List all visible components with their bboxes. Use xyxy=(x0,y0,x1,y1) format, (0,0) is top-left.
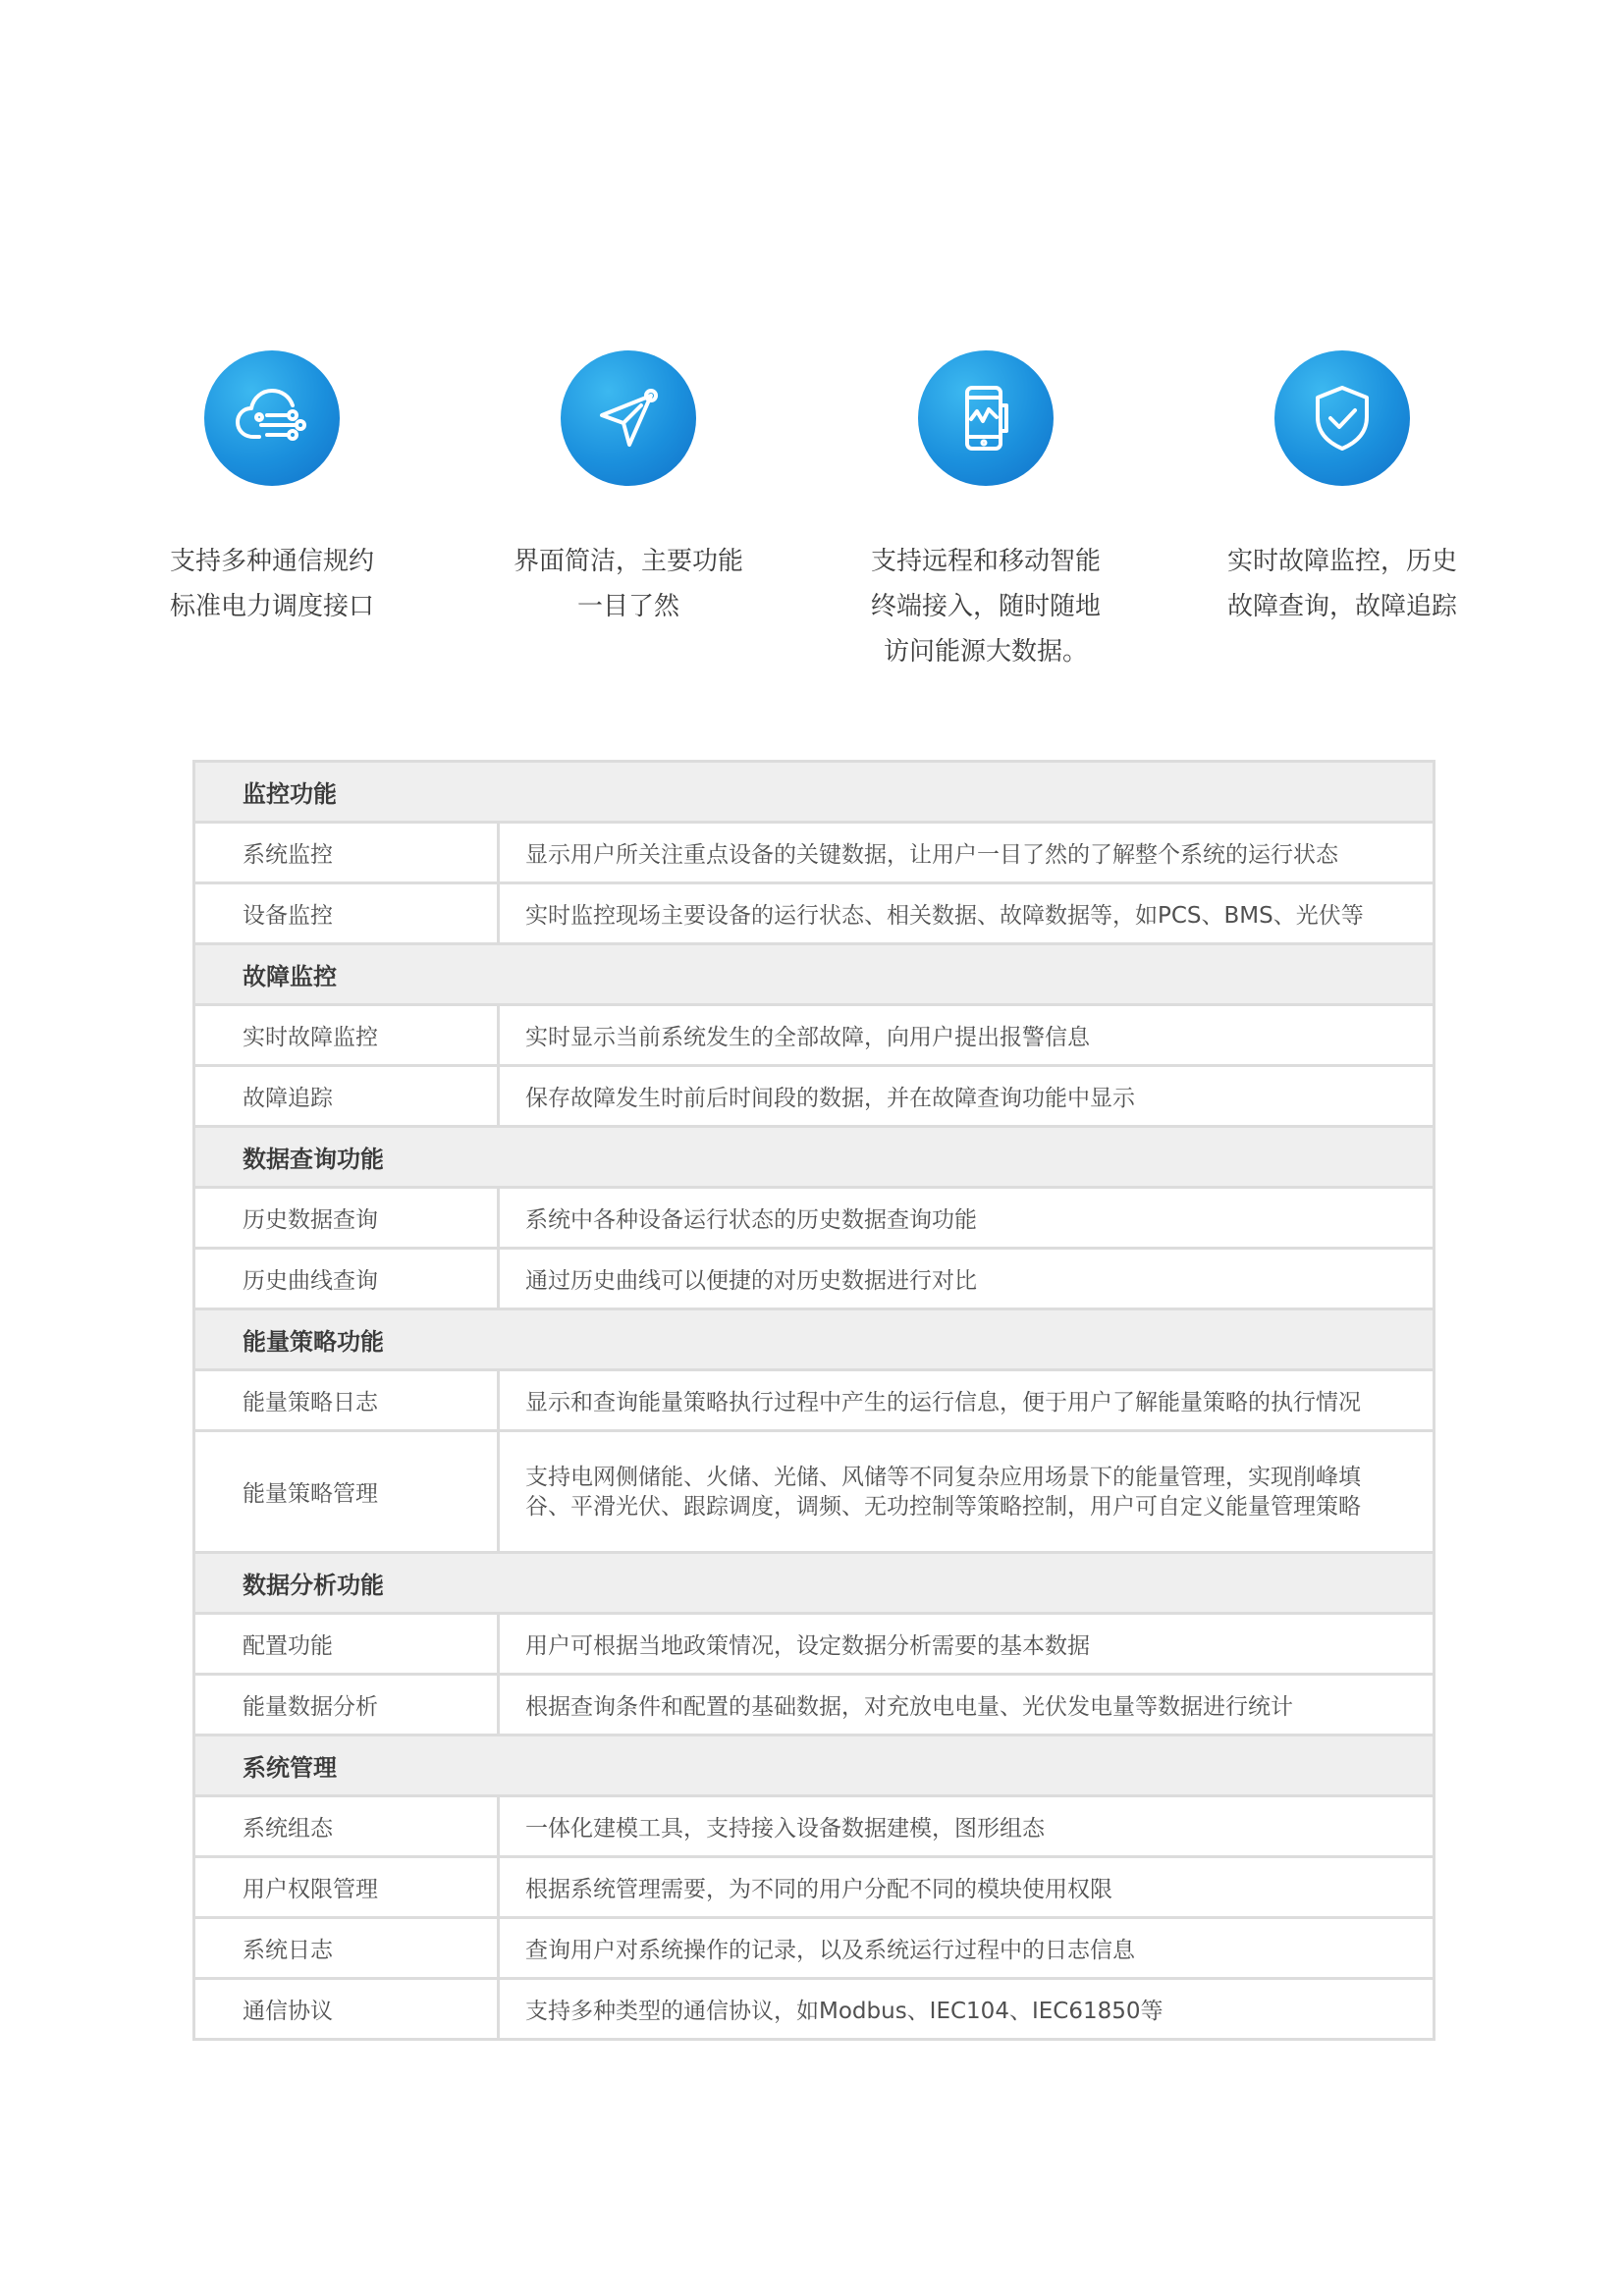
function-name: 故障追踪 xyxy=(194,1066,499,1127)
function-name: 系统监控 xyxy=(194,823,499,883)
section-header xyxy=(194,762,1435,823)
function-name: 历史数据查询 xyxy=(194,1188,499,1249)
function-desc: 一体化建模工具，支持接入设备数据建模，图形组态 xyxy=(499,1796,1435,1857)
section-header xyxy=(194,1127,1435,1188)
shield-check-icon xyxy=(1274,350,1410,486)
function-table xyxy=(192,760,1435,2041)
table-row xyxy=(194,1614,1435,1675)
section-title: 监控功能 xyxy=(194,762,1435,823)
table-row xyxy=(194,1249,1435,1309)
feature-text xyxy=(170,539,374,629)
feature-ui xyxy=(466,350,790,629)
feature-protocols xyxy=(110,350,434,629)
section-header xyxy=(194,1553,1435,1614)
table-row xyxy=(194,1857,1435,1918)
function-name: 实时故障监控 xyxy=(194,1005,499,1066)
table-row xyxy=(194,823,1435,883)
function-desc: 实时监控现场主要设备的运行状态、相关数据、故障数据等，如PCS、BMS、光伏等 xyxy=(499,883,1435,944)
cloud-data-icon xyxy=(204,350,340,486)
function-desc: 通过历史曲线可以便捷的对历史数据进行对比 xyxy=(499,1249,1435,1309)
table-row xyxy=(194,1066,1435,1127)
feature-text xyxy=(1227,539,1457,629)
feature-line: 一目了然 xyxy=(576,592,679,621)
table-row xyxy=(194,1979,1435,2040)
function-desc: 查询用户对系统操作的记录，以及系统运行过程中的日志信息 xyxy=(499,1918,1435,1979)
function-desc: 支持多种类型的通信协议，如Modbus、IEC104、IEC61850等 xyxy=(499,1979,1435,2040)
table-row xyxy=(194,1918,1435,1979)
feature-line: 终端接入，随时随地 xyxy=(870,592,1101,621)
feature-line: 支持远程和移动智能 xyxy=(870,547,1101,576)
function-name: 用户权限管理 xyxy=(194,1857,499,1918)
table-row xyxy=(194,1005,1435,1066)
feature-mobile xyxy=(824,350,1148,674)
function-desc: 系统中各种设备运行状态的历史数据查询功能 xyxy=(499,1188,1435,1249)
table-row xyxy=(194,1675,1435,1735)
feature-text xyxy=(514,539,743,629)
section-header xyxy=(194,1309,1435,1370)
section-title: 能量策略功能 xyxy=(194,1309,1435,1370)
section-header xyxy=(194,1735,1435,1796)
section-title: 系统管理 xyxy=(194,1735,1435,1796)
function-desc: 显示用户所关注重点设备的关键数据，让用户一目了然的了解整个系统的运行状态 xyxy=(499,823,1435,883)
function-name: 配置功能 xyxy=(194,1614,499,1675)
table-row xyxy=(194,1431,1435,1553)
function-desc-line: 支持电网侧储能、火储、光储、风储等不同复杂应用场景下的能量管理，实现削峰填 xyxy=(525,1464,1361,1490)
feature-line: 界面简洁，主要功能 xyxy=(513,547,743,576)
feature-text xyxy=(871,539,1101,674)
feature-line: 支持多种通信规约 xyxy=(169,547,374,576)
table-row xyxy=(194,1796,1435,1857)
table-row xyxy=(194,1188,1435,1249)
function-desc: 保存故障发生时前后时间段的数据，并在故障查询功能中显示 xyxy=(499,1066,1435,1127)
feature-line: 实时故障监控，历史 xyxy=(1226,547,1457,576)
feature-line: 故障查询，故障追踪 xyxy=(1226,592,1457,621)
function-name: 设备监控 xyxy=(194,883,499,944)
section-title: 数据查询功能 xyxy=(194,1127,1435,1188)
section-title: 故障监控 xyxy=(194,944,1435,1005)
section-header xyxy=(194,944,1435,1005)
table-row xyxy=(194,883,1435,944)
feature-fault xyxy=(1180,350,1504,629)
paper-plane-icon xyxy=(561,350,696,486)
function-name: 能量策略管理 xyxy=(194,1431,499,1553)
feature-line: 标准电力调度接口 xyxy=(169,592,374,621)
function-desc: 用户可根据当地政策情况，设定数据分析需要的基本数据 xyxy=(499,1614,1435,1675)
function-desc-line: 谷、平滑光伏、跟踪调度，调频、无功控制等策略控制，用户可自定义能量管理策略 xyxy=(525,1493,1361,1520)
table-row xyxy=(194,1370,1435,1431)
function-name: 通信协议 xyxy=(194,1979,499,2040)
function-name: 系统日志 xyxy=(194,1918,499,1979)
function-name: 能量策略日志 xyxy=(194,1370,499,1431)
function-desc: 实时显示当前系统发生的全部故障，向用户提出报警信息 xyxy=(499,1005,1435,1066)
function-name: 历史曲线查询 xyxy=(194,1249,499,1309)
section-title: 数据分析功能 xyxy=(194,1553,1435,1614)
mobile-chart-icon xyxy=(918,350,1054,486)
function-desc: 根据系统管理需要，为不同的用户分配不同的模块使用权限 xyxy=(499,1857,1435,1918)
function-desc xyxy=(499,1431,1435,1553)
function-desc: 根据查询条件和配置的基础数据，对充放电电量、光伏发电量等数据进行统计 xyxy=(499,1675,1435,1735)
feature-line: 访问能源大数据。 xyxy=(883,637,1088,667)
function-name: 系统组态 xyxy=(194,1796,499,1857)
function-desc: 显示和查询能量策略执行过程中产生的运行信息，便于用户了解能量策略的执行情况 xyxy=(499,1370,1435,1431)
function-name: 能量数据分析 xyxy=(194,1675,499,1735)
